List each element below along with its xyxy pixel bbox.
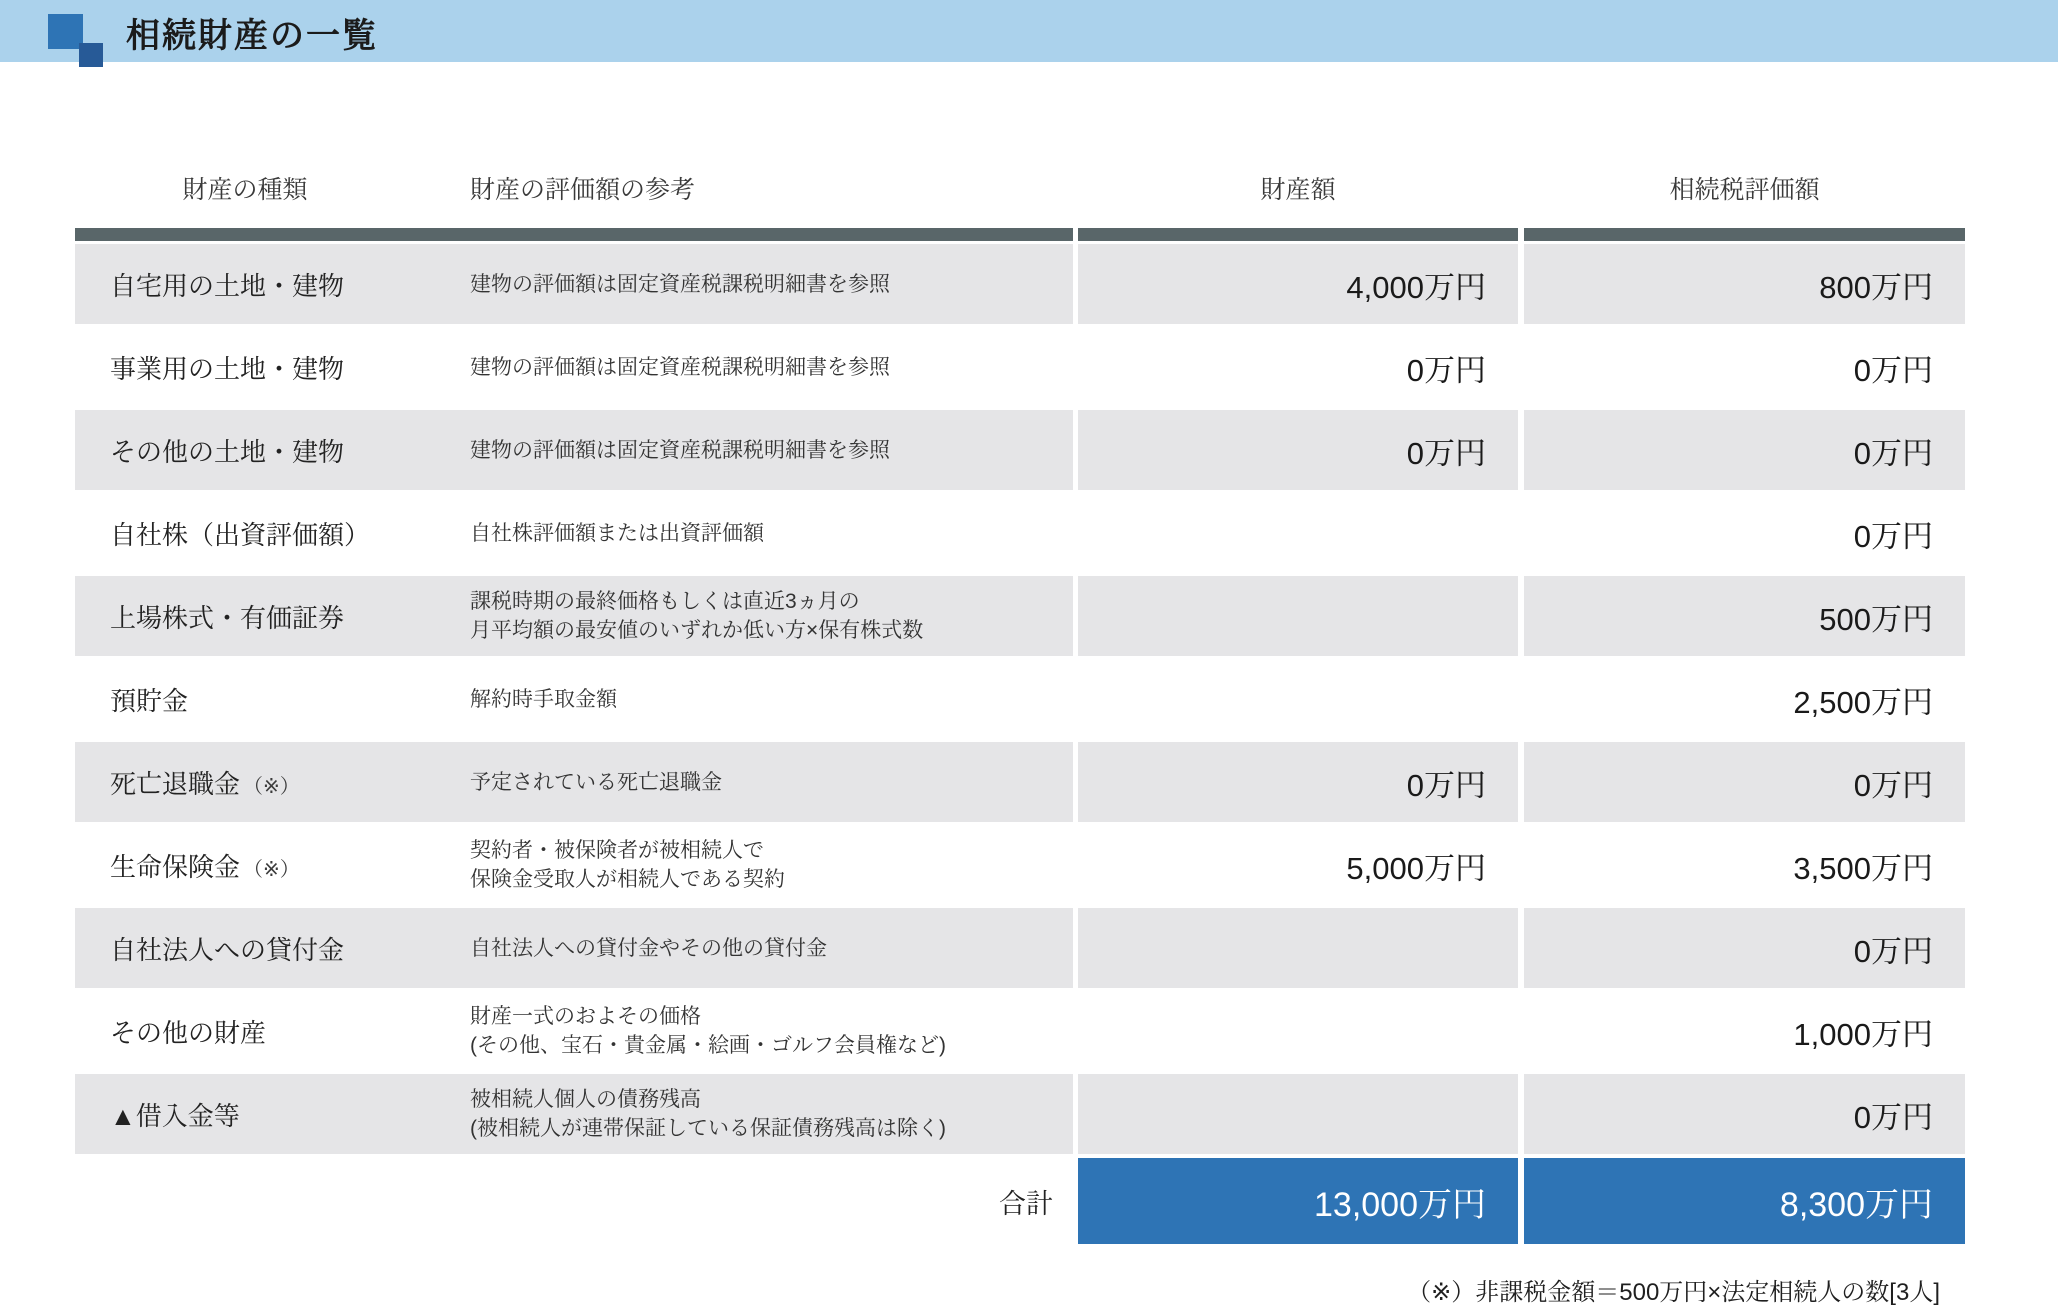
- tax-valuation-cell: 0万円: [1524, 410, 1965, 490]
- table-row: [75, 991, 1965, 1071]
- reference-line-1: 建物の評価額は固定資産税課税明細書を参照: [470, 272, 890, 296]
- column-header-reference: 財産の評価額の参考: [470, 176, 696, 204]
- asset-kind-label: [75, 266, 470, 303]
- asset-amount-cell: 0万円: [1078, 410, 1518, 490]
- divider-segment: [75, 228, 1073, 241]
- asset-amount-cell: [1078, 576, 1518, 656]
- valuation-reference-text: [470, 768, 1073, 797]
- total-amount-cell: 13,000万円: [1078, 1158, 1518, 1244]
- asset-kind-and-reference-cell: [75, 1074, 1073, 1154]
- reference-line-2: 保険金受取人が相続人である契約: [470, 868, 785, 891]
- valuation-reference-text: [470, 1002, 1073, 1060]
- tax-exemption-footnote: （※）非課税金額＝500万円×法定相続人の数[3人]: [1407, 1279, 1940, 1306]
- icon-square-large: [48, 14, 83, 49]
- asset-kind-and-reference-cell: [75, 908, 1073, 988]
- table-column-headers: [75, 140, 1965, 206]
- asset-kind-label: [75, 515, 470, 552]
- tax-valuation-cell: 2,500万円: [1524, 659, 1965, 739]
- asset-kind-text: 預貯金: [110, 685, 189, 716]
- valuation-reference-text: [470, 1085, 1073, 1143]
- asset-amount-cell: [1078, 991, 1518, 1071]
- total-label: 合計: [999, 1188, 1053, 1219]
- asset-kind-text: その他の財産: [110, 1017, 267, 1048]
- asset-kind-text: 自宅用の土地・建物: [110, 270, 345, 301]
- asset-amount-cell: 4,000万円: [1078, 244, 1518, 324]
- column-header-kind: 財産の種類: [182, 176, 308, 204]
- asset-kind-and-reference-cell: [75, 659, 1073, 739]
- valuation-reference-text: [470, 436, 1073, 465]
- asset-kind-note: （※）: [243, 858, 300, 881]
- table-body: [75, 244, 1965, 1154]
- asset-amount-cell: [1078, 659, 1518, 739]
- tax-valuation-cell: 0万円: [1524, 327, 1965, 407]
- table-row: [75, 659, 1965, 739]
- asset-kind-and-reference-cell: [75, 493, 1073, 573]
- total-tax-valuation-cell: 8,300万円: [1524, 1158, 1965, 1244]
- valuation-reference-text: [470, 519, 1073, 548]
- tax-valuation-cell: 1,000万円: [1524, 991, 1965, 1071]
- asset-kind-and-reference-cell: [75, 327, 1073, 407]
- asset-kind-text: 死亡退職金: [110, 768, 241, 799]
- asset-kind-text: その他の土地・建物: [110, 436, 345, 467]
- reference-line-1: 被相続人個人の債務残高: [470, 1088, 701, 1111]
- asset-kind-text: 自社株（出資評価額）: [110, 519, 371, 550]
- asset-kind-and-reference-cell: [75, 991, 1073, 1071]
- asset-kind-label: [75, 1013, 470, 1050]
- valuation-reference-text: [470, 836, 1073, 894]
- reference-line-1: 解約時手取金額: [470, 687, 617, 711]
- table-row: [75, 742, 1965, 822]
- asset-kind-text: ▲借入金等: [110, 1100, 240, 1131]
- table-row: [75, 1074, 1965, 1154]
- asset-kind-label: [75, 598, 470, 635]
- valuation-reference-text: [470, 353, 1073, 382]
- divider-segment: [1524, 228, 1965, 241]
- asset-kind-text: 生命保険金: [110, 851, 241, 882]
- table-row: [75, 576, 1965, 656]
- asset-kind-and-reference-cell: [75, 742, 1073, 822]
- page-header-bar: [0, 0, 2058, 62]
- asset-kind-and-reference-cell: [75, 576, 1073, 656]
- asset-kind-label: [75, 1096, 470, 1133]
- valuation-reference-text: [470, 934, 1073, 963]
- tax-valuation-cell: 0万円: [1524, 1074, 1965, 1154]
- reference-line-1: 建物の評価額は固定資産税課税明細書を参照: [470, 355, 890, 379]
- asset-kind-note: （※）: [243, 775, 300, 798]
- table-row: [75, 244, 1965, 324]
- asset-amount-cell: [1078, 1074, 1518, 1154]
- asset-kind-label: [75, 764, 470, 801]
- reference-line-2: (その他、宝石・貴金属・絵画・ゴルフ会員権など): [470, 1034, 946, 1057]
- reference-line-1: 自社株評価額または出資評価額: [470, 521, 764, 545]
- reference-line-1: 契約者・被保険者が被相続人で: [470, 839, 764, 862]
- asset-kind-label: [75, 930, 470, 967]
- asset-kind-text: 自社法人への貸付金: [110, 934, 345, 965]
- reference-line-2: 月平均額の最安値のいずれか低い方×保有株式数: [470, 619, 924, 642]
- asset-kind-and-reference-cell: [75, 244, 1073, 324]
- tax-valuation-cell: 0万円: [1524, 908, 1965, 988]
- tax-valuation-cell: 0万円: [1524, 742, 1965, 822]
- column-header-amount: 財産額: [1260, 176, 1336, 204]
- reference-line-2: (被相続人が連帯保証している保証債務残高は除く): [470, 1117, 946, 1140]
- table-row: [75, 410, 1965, 490]
- two-squares-icon: [46, 6, 102, 64]
- asset-kind-label: [75, 432, 470, 469]
- asset-kind-label: [75, 681, 470, 718]
- asset-amount-cell: 5,000万円: [1078, 825, 1518, 905]
- total-row: [75, 1158, 1965, 1244]
- header-divider-bar: [75, 228, 1965, 241]
- tax-valuation-cell: 3,500万円: [1524, 825, 1965, 905]
- reference-line-1: 予定されている死亡退職金: [470, 770, 722, 794]
- valuation-reference-text: [470, 685, 1073, 714]
- asset-kind-text: 事業用の土地・建物: [110, 353, 345, 384]
- reference-line-1: 建物の評価額は固定資産税課税明細書を参照: [470, 438, 890, 462]
- asset-kind-label: [75, 349, 470, 386]
- valuation-reference-text: [470, 270, 1073, 299]
- asset-amount-cell: [1078, 908, 1518, 988]
- divider-segment: [1078, 228, 1518, 241]
- assets-table: [75, 140, 1965, 1244]
- asset-kind-label: [75, 847, 470, 884]
- tax-valuation-cell: 800万円: [1524, 244, 1965, 324]
- asset-amount-cell: 0万円: [1078, 327, 1518, 407]
- reference-line-1: 財産一式のおよその価格: [470, 1005, 701, 1028]
- tax-valuation-cell: 0万円: [1524, 493, 1965, 573]
- reference-line-1: 自社法人への貸付金やその他の貸付金: [470, 936, 827, 960]
- table-row: [75, 908, 1965, 988]
- asset-kind-and-reference-cell: [75, 825, 1073, 905]
- table-row: [75, 493, 1965, 573]
- valuation-reference-text: [470, 587, 1073, 645]
- asset-kind-and-reference-cell: [75, 410, 1073, 490]
- reference-line-1: 課税時期の最終価格もしくは直近3ヵ月の: [470, 590, 860, 613]
- page-title: 相続財産の一覧: [126, 16, 378, 55]
- table-row: [75, 825, 1965, 905]
- asset-amount-cell: 0万円: [1078, 742, 1518, 822]
- asset-kind-text: 上場株式・有価証券: [110, 602, 345, 633]
- column-header-tax-value: 相続税評価額: [1669, 176, 1820, 204]
- asset-amount-cell: [1078, 493, 1518, 573]
- table-row: [75, 327, 1965, 407]
- icon-square-small: [79, 43, 103, 67]
- tax-valuation-cell: 500万円: [1524, 576, 1965, 656]
